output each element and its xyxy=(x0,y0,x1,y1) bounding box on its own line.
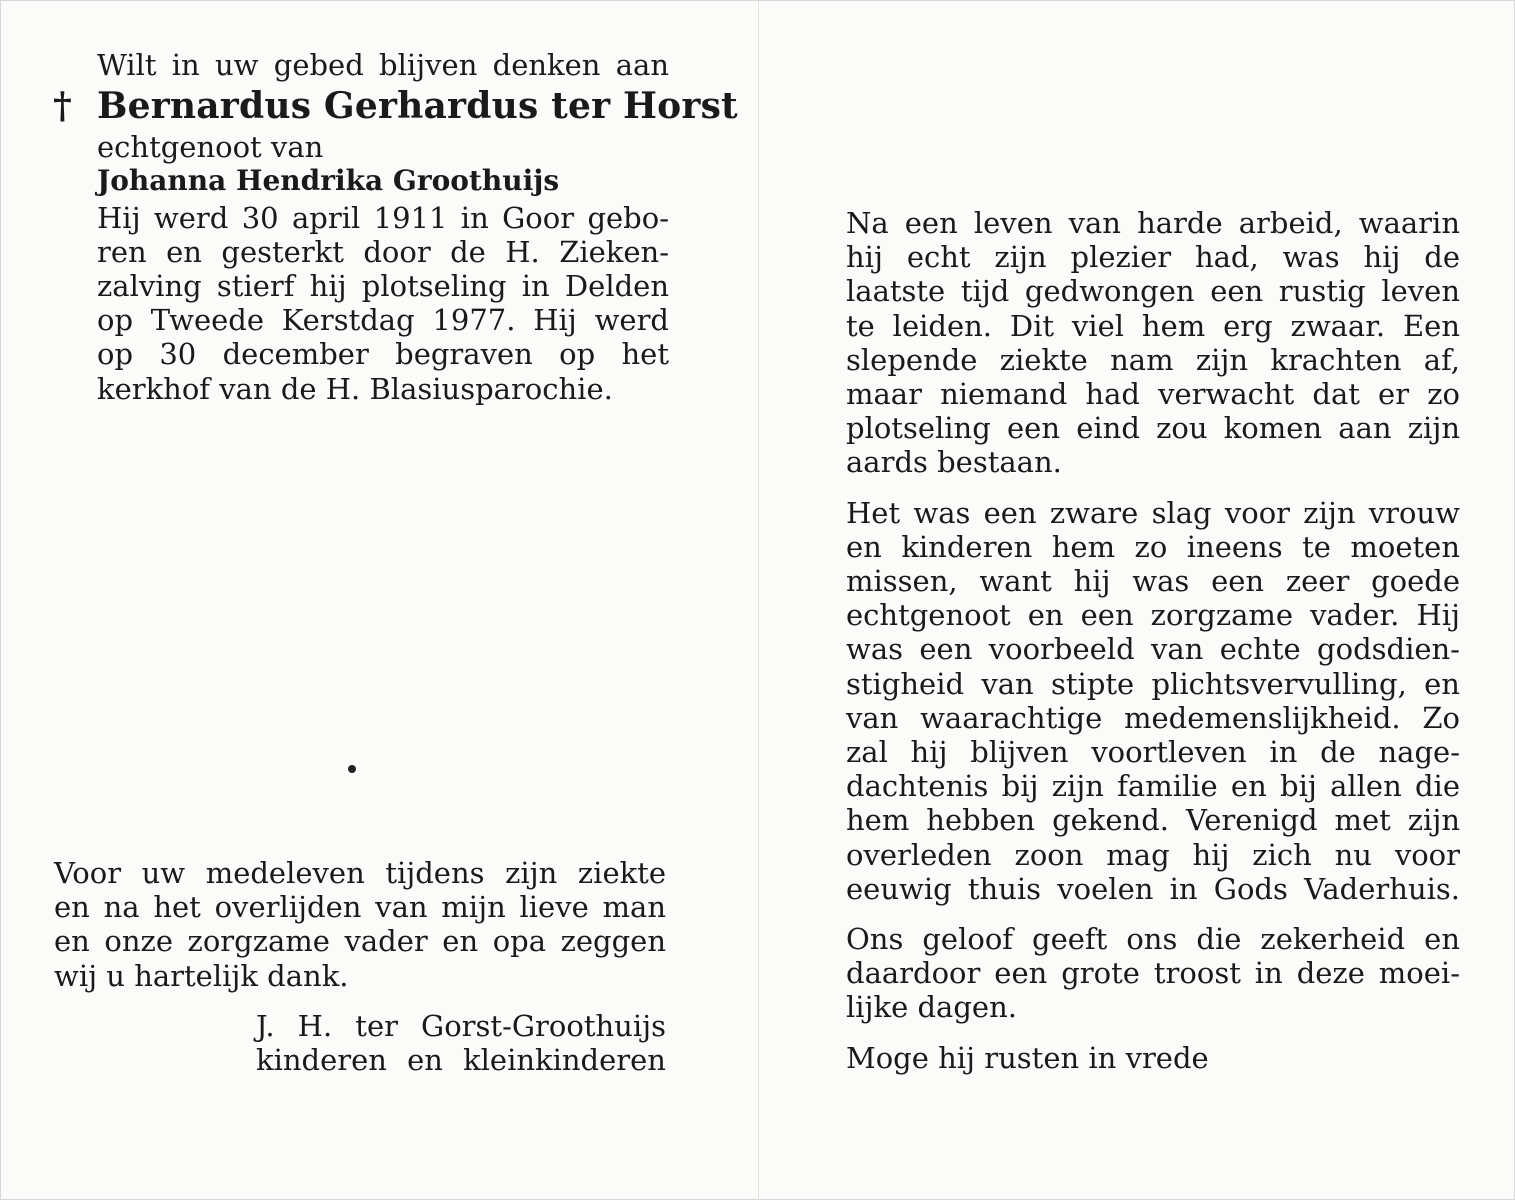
signature xyxy=(54,1009,666,1077)
para-line: echtgenoot en een zorgzame vader. Hij xyxy=(846,598,1460,633)
bio-line: zalving stierf hij plotseling in Delden xyxy=(97,269,669,304)
deceased-name-block xyxy=(53,85,738,128)
para-line: van waarachtige medemenslijkheid. Zo xyxy=(846,700,1460,735)
thanks-line: wij u hartelijk dank. xyxy=(54,958,349,993)
para-line: dachtenis bij zijn familie en bij allen die xyxy=(846,769,1460,804)
para-line: eeuwig thuis voelen in Gods Vaderhuis. xyxy=(846,871,1460,906)
bio-line: op 30 december begraven op het xyxy=(97,337,669,372)
para-line: te leiden. Dit viel hem erg zwaar. Een xyxy=(846,308,1460,343)
para-line: stigheid van stipte plichtsvervulling, en xyxy=(846,666,1460,701)
para-line: laatste tijd gedwongen een rustig leven xyxy=(846,274,1460,309)
paragraph-faith xyxy=(846,922,1460,1025)
closing-line: Moge hij rusten in vrede xyxy=(846,1040,1209,1075)
para-line: daardoor een grote troost in deze moei- xyxy=(846,956,1460,991)
signature-line: kinderen en kleinkinderen xyxy=(256,1043,666,1078)
thanks-line: en na het overlijden van mijn lieve man xyxy=(54,890,666,925)
para-line: aards bestaan. xyxy=(846,445,1062,480)
fold-line xyxy=(758,1,759,1200)
intro-text: Wilt in uw gebed blijven denken aan xyxy=(97,48,669,82)
para-line: lijke dagen. xyxy=(846,990,1017,1025)
paragraph-life xyxy=(846,206,1460,480)
left-panel-bottom xyxy=(54,856,666,1077)
signature-line: J. H. ter Gorst-Groothuijs xyxy=(256,1008,666,1043)
thanks-line: Voor uw medeleven tijdens zijn ziekte xyxy=(54,856,666,890)
para-line: overleden zoon mag hij zich nu voor xyxy=(846,837,1460,872)
para-line: slepende ziekte nam zijn krachten af, xyxy=(846,342,1460,377)
paragraph-family xyxy=(846,496,1460,906)
right-panel xyxy=(846,206,1460,1075)
para-line: maar niemand had verwacht dat er zo xyxy=(846,377,1460,412)
para-line: Na een leven van harde arbeid, waarin xyxy=(846,206,1460,240)
thanks-line: en onze zorgzame vader en opa zeggen xyxy=(54,924,666,959)
para-line: plotseling een eind zou komen aan zijn xyxy=(846,411,1460,446)
cross-icon: † xyxy=(53,85,73,128)
spouse-label: echtgenoot van xyxy=(97,130,324,165)
bio-line: ren en gesterkt door de H. Zieken- xyxy=(97,234,669,269)
thanks-message xyxy=(54,856,666,993)
bio-line: op Tweede Kerstdag 1977. Hij werd xyxy=(97,303,669,338)
para-line: en kinderen hem zo ineens te moeten xyxy=(846,529,1460,564)
bio-line: kerkhof van de H. Blasiusparochie. xyxy=(97,371,613,406)
biography xyxy=(97,201,669,406)
para-line: was een voorbeeld van echte godsdien- xyxy=(846,632,1460,667)
para-line: Het was een zware slag voor zijn vrouw xyxy=(846,495,1460,530)
deceased-name: Bernardus Gerhardus ter Horst xyxy=(97,85,738,128)
para-line: Ons geloof geeft ons die zekerheid en xyxy=(846,922,1460,957)
ink-speck xyxy=(348,765,356,773)
para-line: hem hebben gekend. Verenigd met zijn xyxy=(846,803,1460,838)
left-panel-top xyxy=(53,48,738,406)
para-line: hij echt zijn plezier had, was hij de xyxy=(846,240,1460,275)
spouse-name: Johanna Hendrika Groothuijs xyxy=(97,164,560,198)
para-line: missen, want hij was een zeer goede xyxy=(846,564,1460,599)
para-line: zal hij blijven voortleven in de nage- xyxy=(846,735,1460,770)
bio-line: Hij werd 30 april 1911 in Goor gebo- xyxy=(97,200,669,235)
